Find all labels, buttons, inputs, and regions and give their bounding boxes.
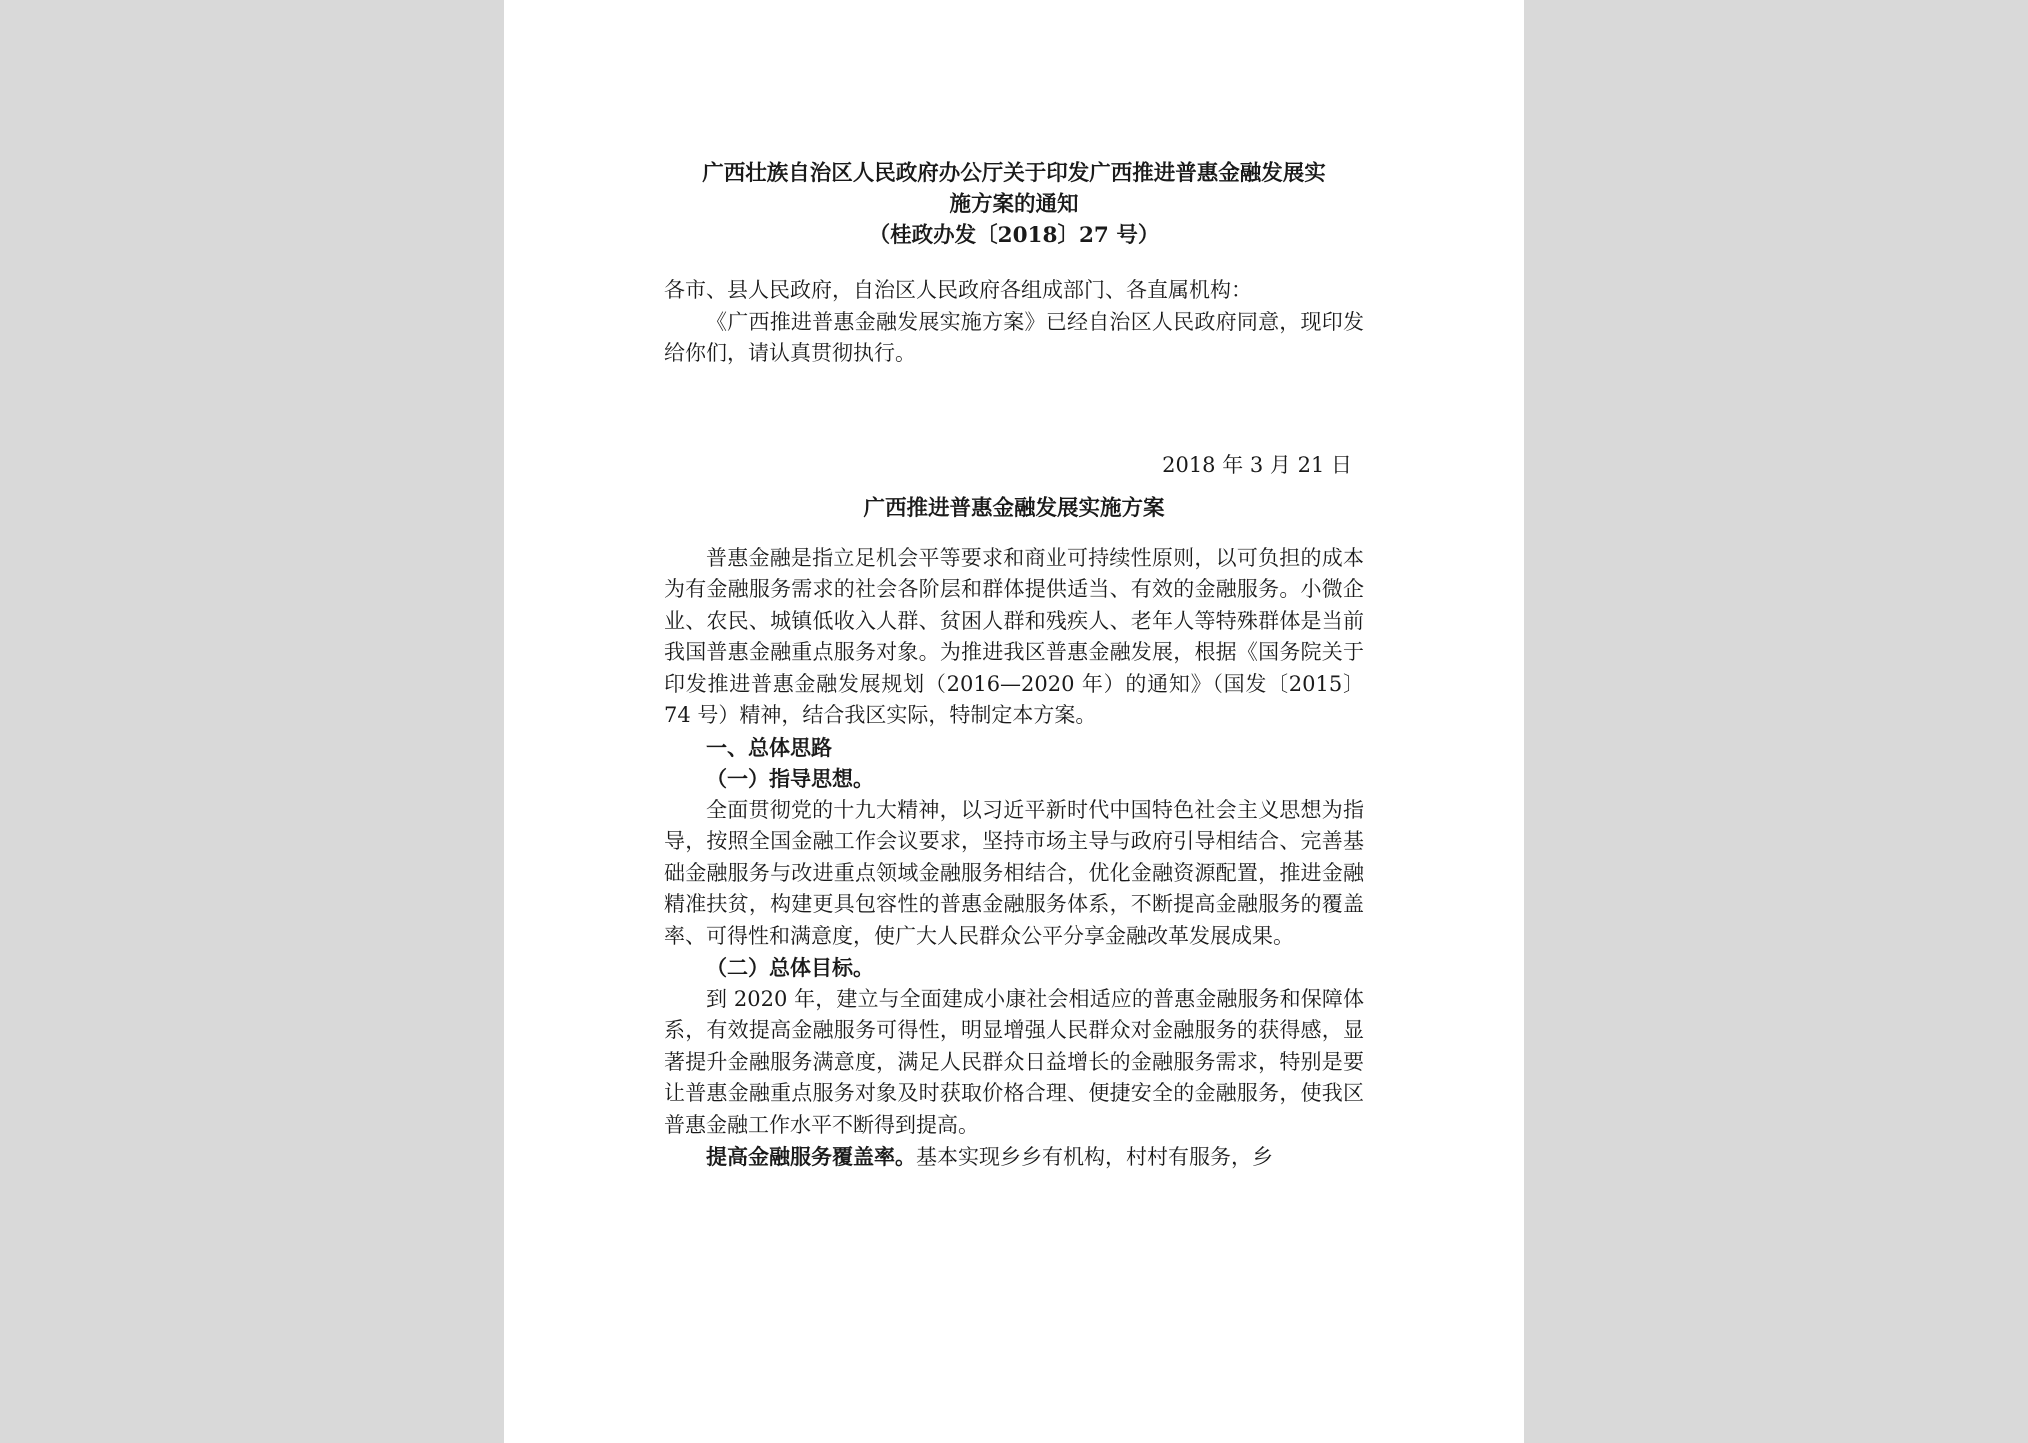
document-title-line-2: 施方案的通知	[949, 192, 1079, 217]
body-paragraph-1: 普惠金融是指立足机会平等要求和商业可持续性原则，以可负担的成本为有金融服务需求的社会各阶层和群体提供适当、有效的金融服务。小微企业、农民、城镇低收入人群、贫困人群和残疾人、老年人等特殊群体是当前我国普惠金融重点服务对象。为推进我区普惠金融发展，根据《国务院关于印发推进普惠金融发展规划（2016—2020 年）的通知》（国发〔2015〕74 号）精神，结合我区实际，特制定本方案。	[664, 545, 1364, 727]
document-number: （桂政办发〔2018〕27 号）	[868, 223, 1160, 248]
subsection-heading-2: （二）总体目标。	[706, 955, 874, 980]
paragraph-text: 基本实现乡乡有机构，村村有服务，乡	[916, 1145, 1273, 1169]
document-title-line-1: 广西壮族自治区人民政府办公厅关于印发广西推进普惠金融发展实	[702, 161, 1326, 186]
body-paragraph-3: 到 2020 年，建立与全面建成小康社会相适应的普惠金融服务和保障体系，有效提高金融服务可得性，明显增强人民群众对金融服务的获得感，显著提升金融服务满意度，满足人民群众日益增长的金融服务需求，特别是要让普惠金融重点服务对象及时获取价格合理、便捷安全的金融服务，使我区普惠金融工作水平不断得到提高。	[664, 986, 1364, 1137]
spacer	[664, 525, 1364, 543]
document-content	[664, 158, 1364, 1174]
intro-paragraph: 《广西推进普惠金融发展实施方案》已经自治区人民政府同意，现印发给你们，请认真贯彻执行。	[664, 309, 1364, 365]
section-heading-1: 一、总体思路	[706, 734, 832, 760]
plan-title: 广西推进普惠金融发展实施方案	[863, 496, 1165, 521]
spacer	[664, 481, 1364, 493]
body-paragraph-4	[664, 1141, 1364, 1174]
paragraph-lead-bold: 提高金融服务覆盖率。	[706, 1144, 916, 1169]
issue-date: 2018 年 3 月 21 日	[1162, 452, 1352, 477]
spacer	[664, 370, 1364, 450]
spacer	[664, 251, 1364, 275]
body-paragraph-2: 全面贯彻党的十九大精神，以习近平新时代中国特色社会主义思想为指导，按照全国金融工作会议要求，坚持市场主导与政府引导相结合、完善基础金融服务与改进重点领域金融服务相结合，优化金融资源配置，推进金融精准扶贫，构建更具包容性的普惠金融服务体系，不断提高金融服务的覆盖率、可得性和满意度，使广大人民群众公平分享金融改革发展成果。	[664, 797, 1364, 948]
document-page	[504, 0, 1524, 1443]
addressee: 各市、县人民政府，自治区人民政府各组成部门、各直属机构：	[664, 278, 1252, 302]
subsection-heading-1: （一）指导思想。	[706, 766, 874, 791]
